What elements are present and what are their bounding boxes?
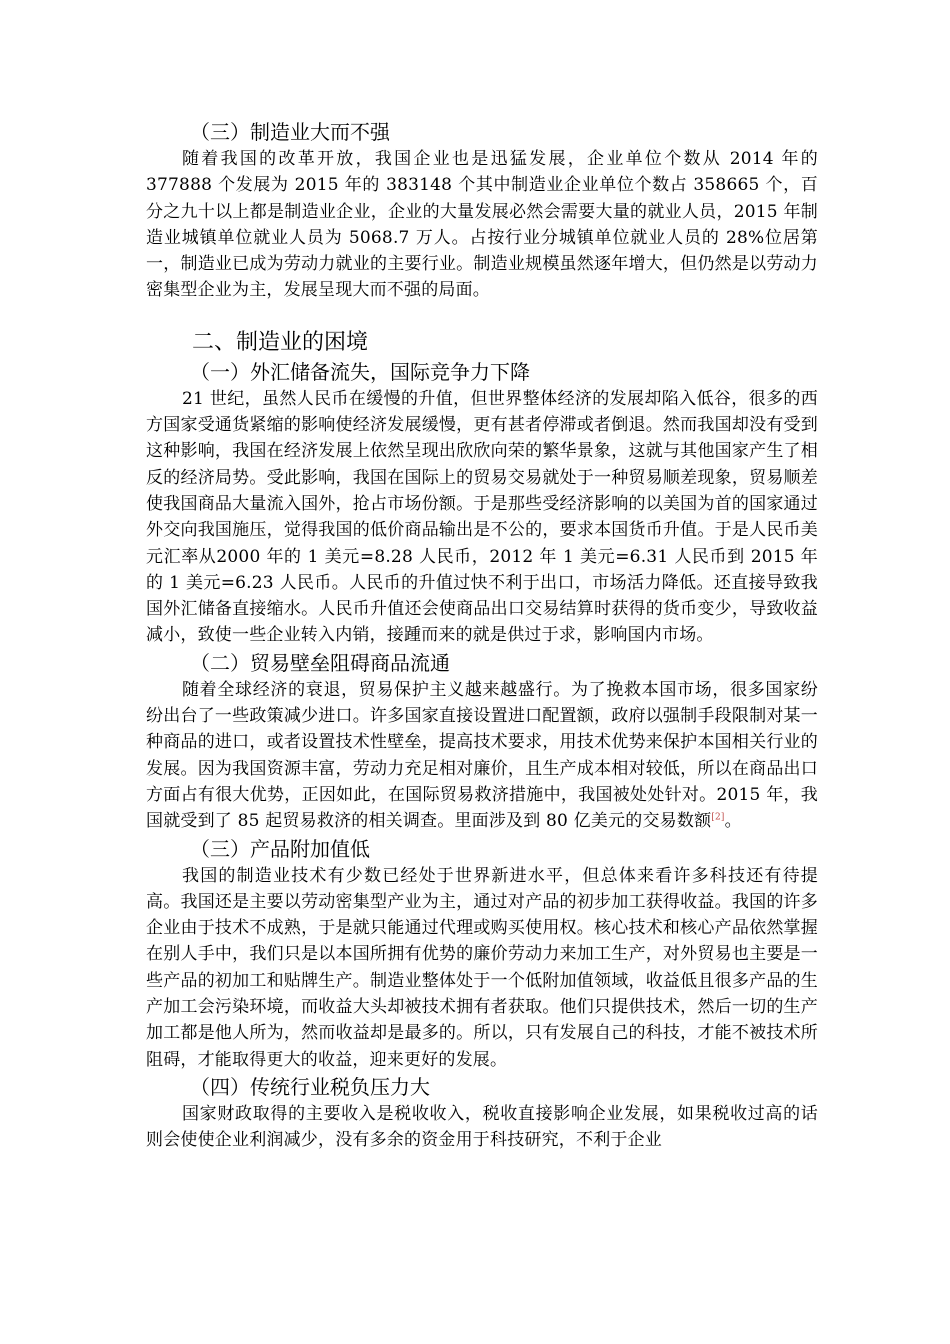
paragraph-tax-burden: 国家财政取得的主要收入是税收收入，税收直接影响企业发展，如果税收过高的话则会使使企业利润减少，没有多余的资金用于科技研究，不利于企业 [146, 1103, 818, 1151]
paragraph-text: 随着全球经济的衰退，贸易保护主义越来越盛行。为了挽救本国市场，很多国家纷纷出台了一些政策减少进口。许多国家直接设置进口配置额，政府以强制手段限制对某一种商品的进口，或者设置技术性壁垒，提高技术要求，用技术优势来保护本国相关行业的发展。因为我国资源丰富，劳动力充足相对廉价，且生产成本相对较低，所以在商品出口方面占有很大优势，正因如此，在国际贸易救济措施中，我国被处处针对。2015 年，我国就受到了 85 起贸易救济的相关调查。里面涉及到 80 亿美元的交易数额 [146, 679, 818, 832]
paragraph-end: 。 [724, 811, 742, 832]
section-heading-low-added-value: （三）产品附加值低 [190, 836, 370, 861]
section-heading-tax-burden: （四）传统行业税负压力大 [190, 1074, 430, 1099]
document-page [146, 118, 818, 1154]
paragraph-low-added-value: 我国的制造业技术有少数已经处于世界新进水平，但总体来看许多科技还有待提高。我国还是主要以劳动密集型产业为主，通过对产品的初步加工获得收益。我国的许多企业由于技术不成熟，于是就只能通过代理或购买使用权。核心技术和核心产品依然掌握在别人手中，我们只是以本国所拥有优势的廉价劳动力来加工生产，对外贸易也主要是一些产品的初加工和贴牌生产。制造业整体处于一个低附加值领域，收益低且很多产品的生产加工会污染环境，而收益大头却被技术拥有者获取。他们只提供技术，然后一切的生产加工都是他人所为，然而收益却是最多的。所以，只有发展自己的科技，才能不被技术所阻碍，才能取得更大的收益，迎来更好的发展。 [146, 865, 818, 1070]
chapter-heading-manufacturing-dilemma: 二、制造业的困境 [192, 329, 369, 355]
paragraph-manufacturing-large-not-strong: 随着我国的改革开放，我国企业也是迅猛发展，企业单位个数从 2014 年的377888 个发展为 2015 年的 383148 个其中制造业企业单位个数占 358665 个，百分之九十以上都是制造业企业，企业的大量发展必然会需要大量的就业人员，2015 年制造业城镇单位就业人员为 5068.7 万人。占按行业分城镇单位就业人员的 28%位居第一，制造业已成为劳动力就业的主要行业。制造业规模虽然逐年增大，但仍然是以劳动力密集型企业为主，发展呈现大而不强的局面。 [146, 149, 818, 301]
spacer [146, 304, 818, 328]
paragraph-forex-reserves: 21 世纪，虽然人民币在缓慢的升值，但世界整体经济的发展却陷入低谷，很多的西方国家受通货紧缩的影响使经济发展缓慢，更有甚者停滞或者倒退。然而我国却没有受到这种影响，我国在经济发展上依然呈现出欣欣向荣的繁华景象，这就与其他国家产生了相反的经济局势。受此影响，我国在国际上的贸易交易就处于一种贸易顺差现象，贸易顺差使我国商品大量流入国外，抢占市场份额。于是那些受经济影响的以美国为首的国家通过外交向我国施压，觉得我国的低价商品输出是不公的，要求本国货币升值。于是人民币美元汇率从2000 年的 1 美元=8.28 人民币，2012 年 1 美元=6.31 人民币到 2015 年的 1 美元=6.23 人民币。人民币的升值过快不利于出口，市场活力降低。还直接导致我国外汇储备直接缩水。人民币升值还会使商品出口交易结算时获得的货币变少，导致收益减小，致使一些企业转入内销，接踵而来的就是供过于求，影响国内市场。 [146, 388, 818, 646]
section-heading-forex-reserves: （一）外汇储备流失，国际竞争力下降 [190, 359, 530, 384]
section-heading-trade-barriers: （二）贸易壁垒阻碍商品流通 [190, 650, 450, 675]
section-heading-manufacturing-large-not-strong: （三）制造业大而不强 [190, 120, 390, 144]
paragraph-trade-barriers [146, 677, 818, 835]
citation-reference[interactable]: [2] [711, 812, 725, 823]
